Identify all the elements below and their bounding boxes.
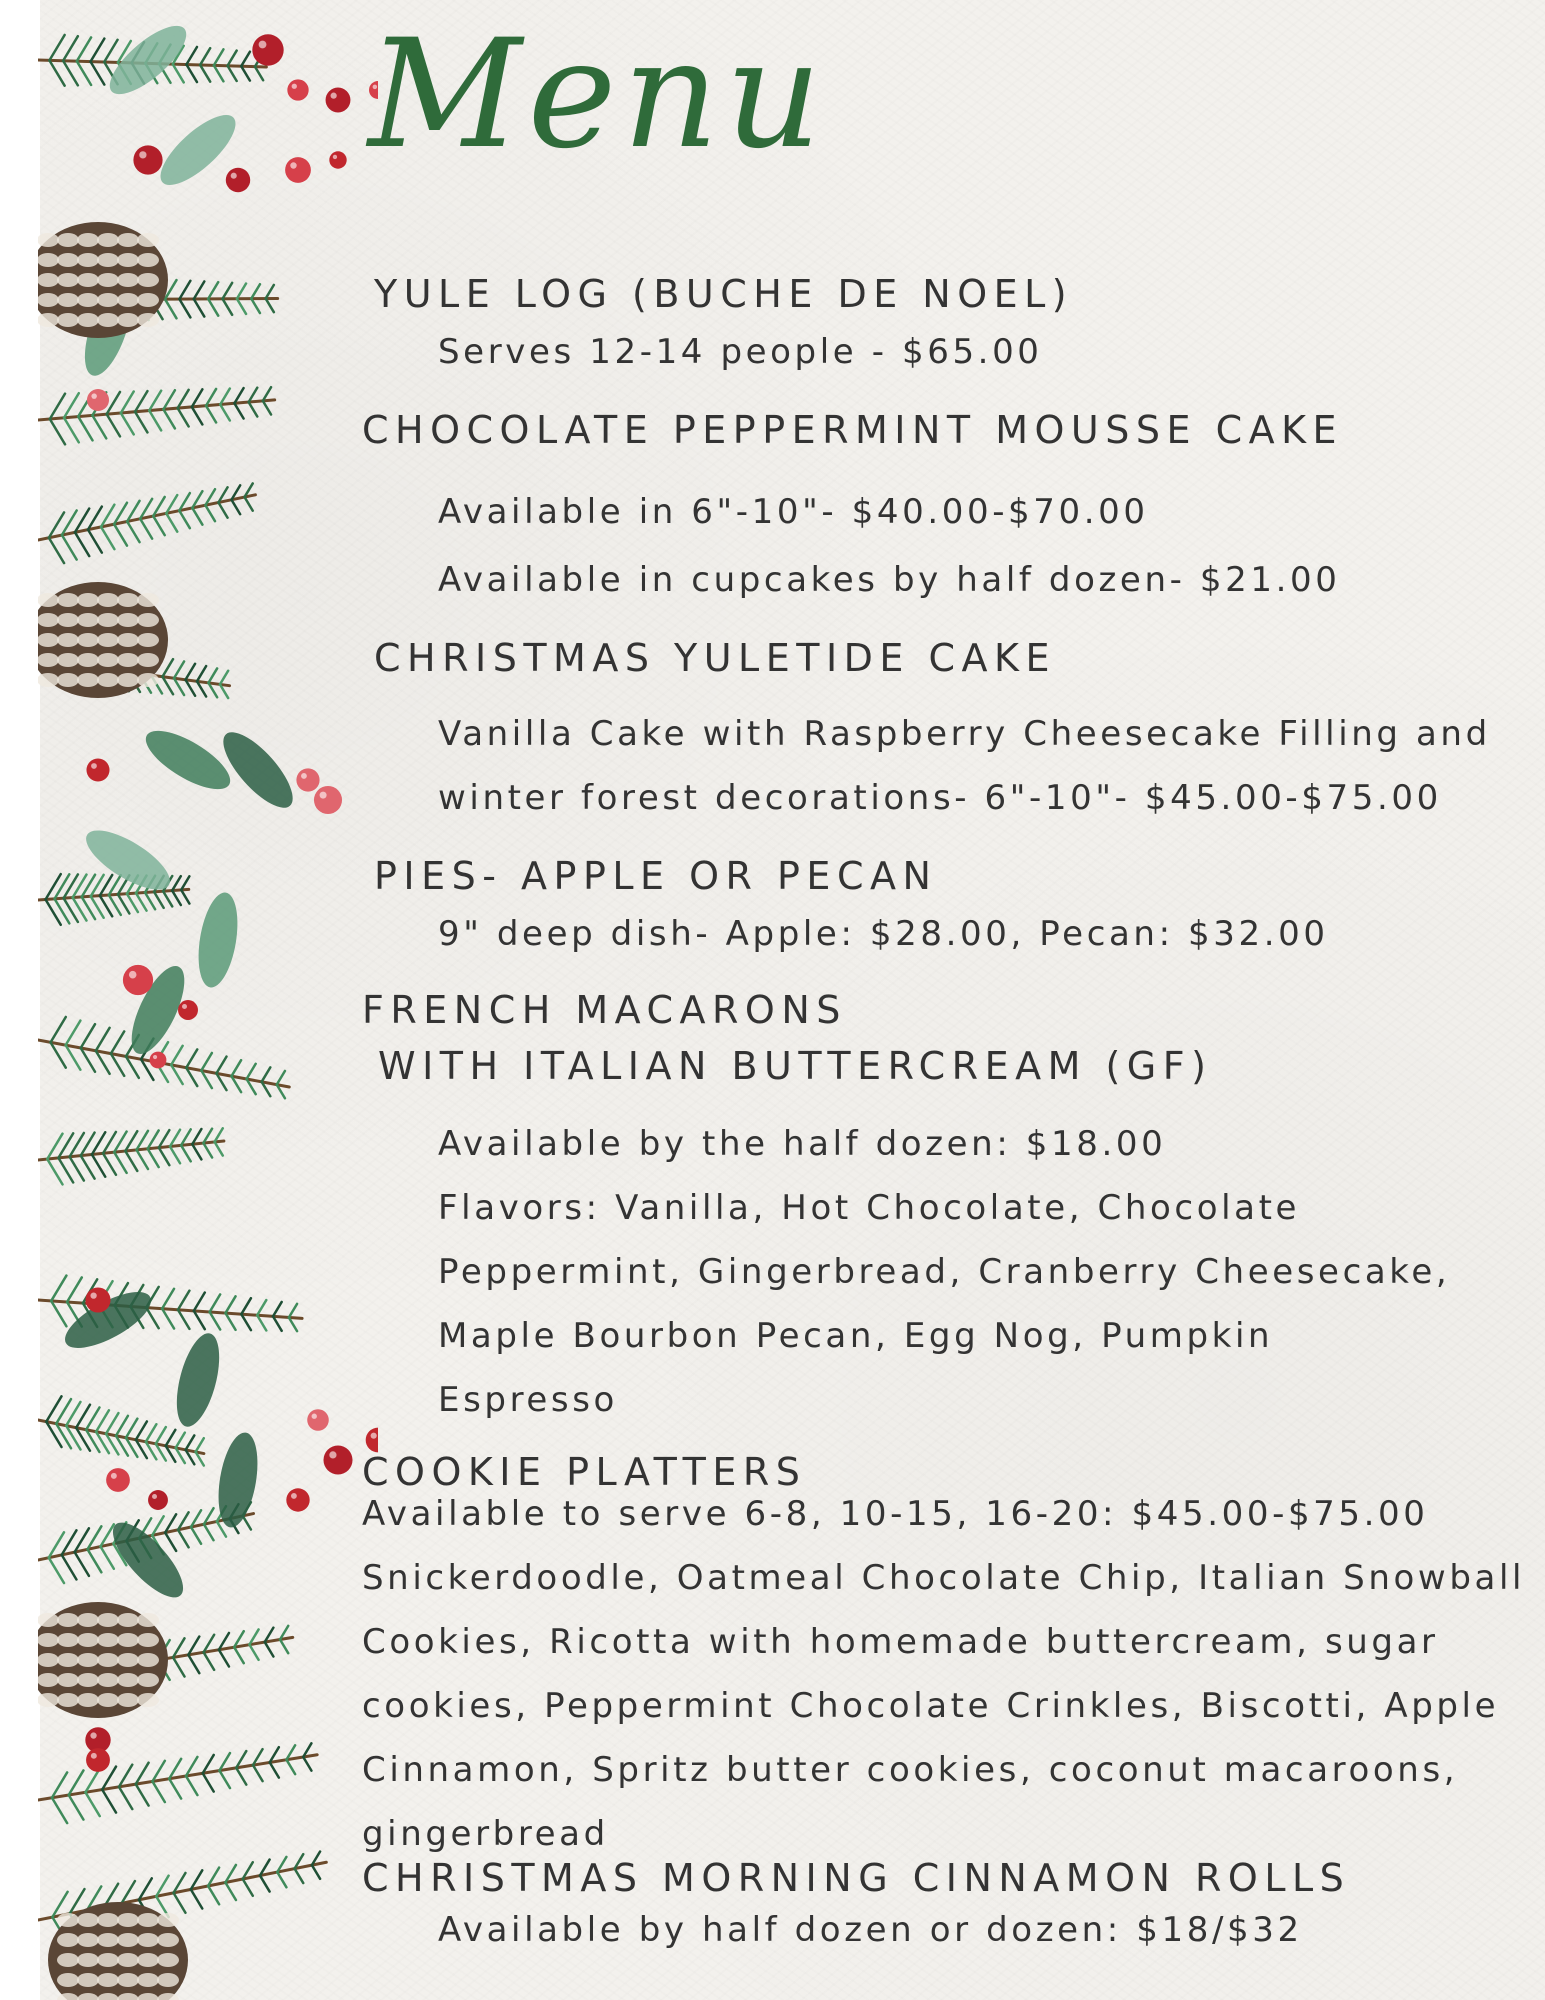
berry bbox=[87, 389, 109, 411]
item-line: 9" deep dish- Apple: $28.00, Pecan: $32.00 bbox=[438, 914, 1329, 954]
item-heading-macarons: FRENCH MACARONS bbox=[362, 988, 847, 1032]
berry bbox=[287, 79, 308, 100]
pinecone bbox=[38, 582, 168, 698]
leaf bbox=[192, 890, 243, 991]
item-line: Available to serve 6-8, 10-15, 16-20: $45.00-$75.00 bbox=[362, 1494, 1429, 1534]
berry bbox=[150, 1052, 167, 1069]
berry bbox=[366, 1428, 378, 1453]
item-heading-cinnamon-rolls: CHRISTMAS MORNING CINNAMON ROLLS bbox=[362, 1856, 1351, 1900]
item-line: cookies, Peppermint Chocolate Crinkles, Biscotti, Apple bbox=[362, 1686, 1500, 1726]
leaf bbox=[138, 720, 239, 800]
berry bbox=[85, 1287, 110, 1312]
pinecone bbox=[48, 1902, 188, 2000]
item-line: Peppermint, Gingerbread, Cranberry Cheesecake, bbox=[438, 1252, 1451, 1292]
fir-branch bbox=[38, 483, 255, 563]
item-line: Snickerdoodle, Oatmeal Chocolate Chip, Italian Snowball bbox=[362, 1558, 1526, 1598]
berry bbox=[106, 1468, 130, 1492]
berry bbox=[326, 88, 351, 113]
leaf bbox=[78, 819, 179, 900]
page-margin bbox=[0, 0, 40, 2000]
leaf bbox=[100, 15, 196, 105]
berry bbox=[286, 1488, 309, 1511]
item-line: Maple Bourbon Pecan, Egg Nog, Pumpkin bbox=[438, 1316, 1274, 1356]
fir-branch bbox=[38, 1743, 317, 1823]
fir-branch bbox=[38, 387, 275, 444]
item-subheading-macarons: WITH ITALIAN BUTTERCREAM (GF) bbox=[378, 1044, 1213, 1088]
pinecone bbox=[38, 1602, 168, 1718]
item-heading-mousse-cake: CHOCOLATE PEPPERMINT MOUSSE CAKE bbox=[362, 408, 1344, 452]
leaf bbox=[169, 1329, 228, 1431]
item-line: gingerbread bbox=[362, 1814, 609, 1854]
berry bbox=[226, 168, 250, 192]
item-heading-pies: PIES- APPLE OR PECAN bbox=[374, 854, 938, 898]
item-line: Serves 12-14 people - $65.00 bbox=[438, 332, 1043, 372]
menu-title: Menu bbox=[368, 8, 828, 182]
item-line: Available in 6"-10"- $40.00-$70.00 bbox=[438, 492, 1149, 532]
item-heading-yuletide-cake: CHRISTMAS YULETIDE CAKE bbox=[374, 636, 1056, 680]
berry bbox=[314, 786, 342, 814]
item-line: Available by half dozen or dozen: $18/$32 bbox=[438, 1910, 1303, 1950]
berry bbox=[252, 34, 283, 65]
leaf bbox=[213, 722, 304, 818]
item-line: Cookies, Ricotta with homemade buttercream, sugar bbox=[362, 1622, 1439, 1662]
berry bbox=[123, 965, 153, 995]
berry bbox=[323, 1445, 352, 1474]
fir-branch bbox=[38, 1128, 224, 1184]
berry bbox=[296, 768, 319, 791]
item-line: Available by the half dozen: $18.00 bbox=[438, 1124, 1167, 1164]
berry bbox=[178, 1000, 198, 1020]
berry bbox=[307, 1409, 329, 1431]
berry bbox=[133, 145, 162, 174]
berry bbox=[285, 157, 311, 183]
item-line: Espresso bbox=[438, 1380, 618, 1420]
item-heading-yule-log: YULE LOG (BUCHE DE NOEL) bbox=[374, 272, 1074, 316]
berry bbox=[86, 758, 109, 781]
berry bbox=[86, 1748, 110, 1772]
item-line: Available in cupcakes by half dozen- $21.00 bbox=[438, 560, 1341, 600]
berry bbox=[329, 151, 346, 168]
item-line: Flavors: Vanilla, Hot Chocolate, Chocolate bbox=[438, 1188, 1301, 1228]
berry bbox=[148, 1490, 168, 1510]
item-line: Vanilla Cake with Raspberry Cheesecake Filling and bbox=[438, 714, 1491, 754]
item-heading-cookie-platters: COOKIE PLATTERS bbox=[362, 1450, 807, 1494]
christmas-garland-decoration bbox=[38, 0, 378, 2000]
item-line: winter forest decorations- 6"-10"- $45.00-$75.00 bbox=[438, 778, 1442, 818]
item-line: Cinnamon, Spritz butter cookies, coconut macaroons, bbox=[362, 1750, 1459, 1790]
pinecone bbox=[38, 222, 168, 338]
